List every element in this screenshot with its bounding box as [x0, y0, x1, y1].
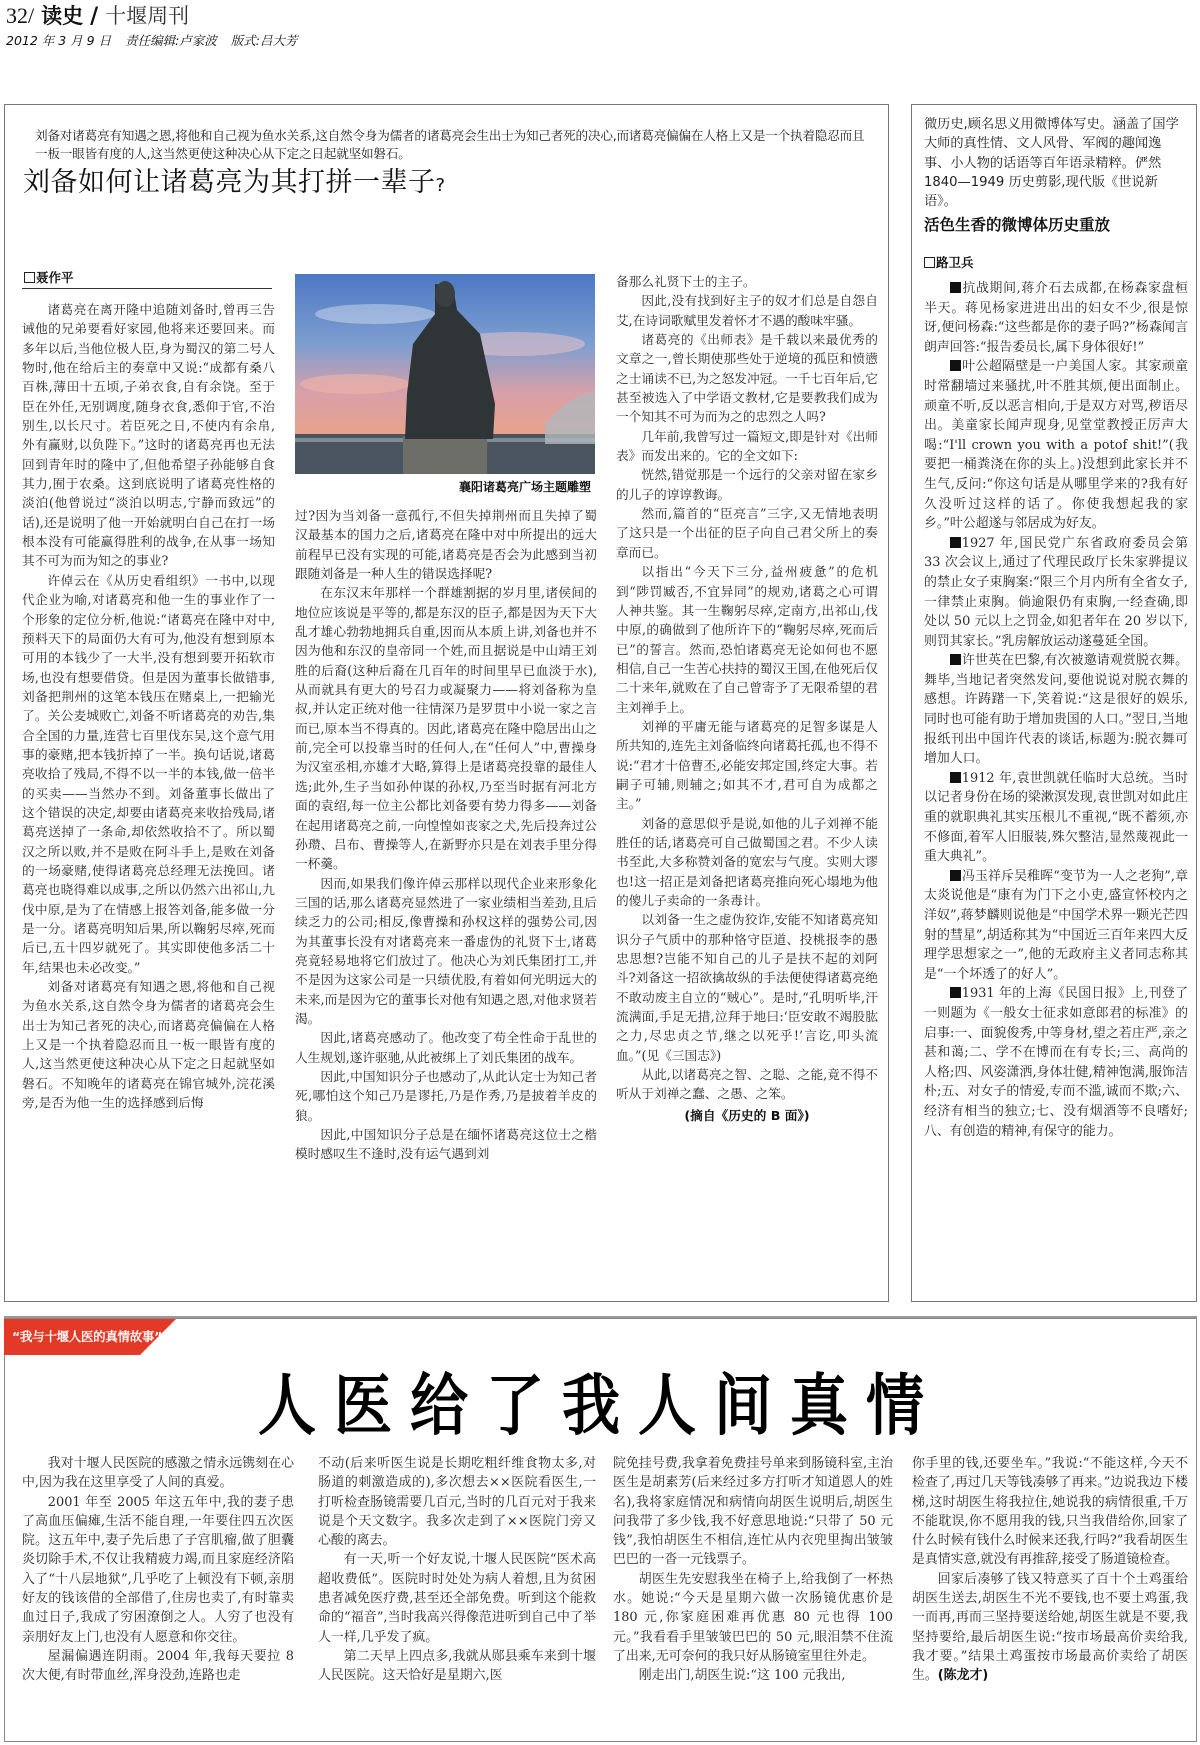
paragraph: 刘禅的平庸无能与诸葛亮的足智多谋是人所共知的,连先主刘备临终向诸葛托孤,也不得不说:“君才十倍曹丕,必能安邦定国,终定大事。若嗣子可辅,则辅之;如其不才,君可自为成都之主。”	[616, 718, 878, 812]
sidebar-article	[911, 104, 1197, 1302]
main-byline	[24, 268, 74, 286]
black-square-icon	[950, 772, 961, 783]
article-headline	[23, 165, 446, 204]
statue-photo	[295, 274, 595, 474]
paragraph: 院免挂号费,我拿着免费挂号单来到肠镜科室,主治医生是胡素芳(后来经过多方打听才知道恩人的姓名),我将家庭情况和病情向胡医生说明后,胡医生问我带了多少钱,我不好意思地说:“只带了 50 元钱”,我怕胡医生不相信,连忙从内衣兜里掏出皱皱巴巴的一沓一元钱票子。	[613, 1456, 893, 1568]
sidebar-byline	[924, 253, 974, 271]
sidebar-item	[924, 769, 1188, 867]
bottom-author: (陈龙才)	[937, 1668, 989, 1684]
sidebar-intro: 微历史,顾名思义用微博体写史。涵盖了国学大师的真性情、文人风骨、军阀的趣闻逸事、小人物的话语等百年语录精粹。俨然 1840—1949 历史剪影,现代版《世说新语》。	[924, 117, 1179, 210]
black-square-icon	[950, 282, 961, 293]
bottom-headline: 人医给了我人间真情	[257, 1366, 942, 1445]
masthead-meta	[6, 32, 606, 50]
separator: /	[90, 3, 99, 29]
sidebar-item	[924, 279, 1188, 357]
paragraph: 不动(后来听医生说是长期吃粗纤维食物太多,对肠道的刺激造成的),多次想去××医院看医生,一打听检查肠镜需要几百元,当时的几百元对于我来说是个天文数字。我多次走到了××医院门旁又心酸的离去。	[318, 1456, 596, 1549]
issue-date: 2012 年 3 月 9 日	[6, 33, 112, 48]
sidebar-item-text: 叶公超隔壁是一户美国人家。其家顽童时常翻墙过来骚扰,叶不胜其烦,便出面制止。顽童不听,反以恶言相向,于是双方对骂,秽语尽出。美童家长闻声现身,见堂堂教授正厉声大喝:“I'll crown you with a potof shit!”(我要把一桶粪浇在你的头上。)没想到此家长并不生气,反问:“你这句话是从哪里学来的?我有好久没听过这样的话了。你使我想起我的家乡。”叶公超遂与邻居成为好友。	[924, 359, 1188, 532]
paragraph: 第二天早上四点多,我就从郧县乘车来到十堰人民医院。这天恰好是星期六,医	[318, 1648, 596, 1684]
paragraph: 从此,以诸葛亮之智、之聪、之能,竟不得不听从于刘禅之蠢、之愚、之笨。	[616, 1067, 878, 1102]
byline-rule	[22, 288, 272, 289]
paragraph: 因此,中国知识分子也感动了,从此认定士为知己者死,哪怕这个知己乃是谬托,乃是作秀,乃是披着羊皮的狼。	[295, 1068, 597, 1123]
sidebar-item	[924, 534, 1188, 652]
black-square-icon	[950, 870, 961, 881]
bottom-column-3	[613, 1454, 893, 1686]
article-column-3	[616, 272, 878, 1302]
paragraph: 然而,篇首的“臣亮言”三字,又无情地表明了这只是一个出征的臣子向自己君父所上的奏章而已。	[616, 506, 878, 560]
paragraph: 过?因为当刘备一意孤行,不但失掉荆州而且失掉了蜀汉最基本的国力之后,诸葛亮在隆中对中所提出的远大前程早已没有实现的可能,诸葛亮是否会为此感到当初跟随刘备是一种人生的错误选择呢?	[295, 508, 597, 582]
paragraph: 屋漏偏遇连阴雨。2004 年,我每天要拉 8 次大便,有时带血丝,浑身没劲,连路也走	[22, 1648, 294, 1684]
paragraph: 因此,没有找到好主子的奴才们总是自怨自艾,在诗词歌赋里发着怀才不遇的酸味牢骚。	[616, 293, 878, 328]
black-square-icon	[950, 537, 961, 548]
sidebar-item-text: 抗战期间,蒋介石去成都,在杨森家盘桓半天。蒋见杨家进进出出的妇女不少,很是惊讶,便问杨森:“这些都是你的妻子吗?”杨森闻言朗声回答:“报告委员长,属下身体很好!”	[924, 281, 1188, 355]
paragraph: 许倬云在《从历史看组织》一书中,以现代企业为喻,对诸葛亮和他一生的事业作了一个形象的定位分析,他说:“诸葛亮在隆中对中,预料天下的局面仍大有可为,他没有想到原本可用的本钱少了一大半,没有想到要开拓软市场,也没有想要借贷。但是因为董事长做错事,刘备把荆州的这笔本钱压在赌桌上,一把输光了。关公麦城败亡,刘备不听诸葛亮的劝告,集合全国的力量,连营七百里伐东吴,这个意气用事的豪赌,把本钱折掉了一半。换句话说,诸葛亮收拾了残局,不得不以一半的本钱,做一倍半的买卖——当然办不到。刘备董事长做出了这个错误的决定,却要由诸葛亮来收拾残局,诸葛亮送掉了一条命,却依然收拾不了。所以蜀汉之所以败,并不是败在阿斗手上,是败在刘备的一场豪赌,使得诸葛亮总经理无法挽回。诸葛亮也晓得难以成事,之所以仍然六出祁山,九伐中原,是为了在情感上报答刘备,能多做一分是一分。诸葛亮明知后果,所以鞠躬尽瘁,死而后已,五十四岁就死了。其实即使他多活二十年,结果也未必改变。”	[22, 572, 275, 975]
black-square-icon	[950, 654, 961, 665]
statue-image	[295, 274, 595, 474]
masthead-title	[6, 2, 606, 31]
editor-credit: 责任编辑:卢家波	[125, 33, 217, 48]
paragraph: 刘备的意思似乎是说,如他的儿子刘禅不能胜任的话,诸葛亮可自己做蜀国之君。不少人读书至此,大多称赞刘备的宽宏与气度。实则大谬也!这一招正是刘备把诸葛亮推向死心塌地为他的傻儿子卖命的一条毒计。	[616, 815, 878, 908]
sidebar-item	[924, 357, 1188, 533]
author-name: 聂作平	[36, 270, 74, 285]
paragraph-text: 回家后凑够了钱又特意买了百十个土鸡蛋给胡医生送去,胡医生不光不要钱,也不要土鸡蛋,我一而再,再而三坚持要送给她,胡医生就是不要,我坚持要给,最后胡医生说:“按市场最高价卖给我,我才要。”结果土鸡蛋按市场最高价卖给了胡医生。	[912, 1571, 1188, 1684]
paragraph: 在东汉末年那样一个群雄割据的岁月里,诸侯间的地位应该说是平等的,都是东汉的臣子,都是因为天下大乱才雄心勃勃地拥兵自重,因而从本质上讲,刘备也并不因为他和东汉的皇帝同一个姓,而且据说是中山靖王刘胜的后裔(这种后裔在几百年的时间里早已血淡于水),从而就具有更大的号召力或凝聚力——将刘备称为皇叔,并认定正统对他一往情深乃是罗贯中小说一家之言而已,原本当不得真的。因此,诸葛亮在隆中隐居出山之前,完全可以投靠当时的任何人,在“任何人”中,曹操身为汉室丞相,亦雄才大略,算得上是诸葛亮投靠的最佳人选;此外,生子当如孙仲谋的孙权,乃至当时据有河北方面的袁绍,每一位主公都比刘备要有势力得多——刘备在起用诸葛亮之前,一向惶惶如丧家之犬,先后投奔过公孙瓒、吕布、曹操等人,在新野亦只是在刘表手里分得一杯羹。	[295, 585, 597, 872]
photo-caption: 襄阳诸葛亮广场主题雕塑	[458, 480, 591, 494]
sidebar-item-text: 1912 年,袁世凯就任临时大总统。当时以记者身份在场的梁漱溟发现,袁世凯对如此庄重的就职典礼其实压根儿不重视,“既不蓄须,亦不修面,着军人旧服装,殊欠整洁,显然蔑视此一重大典礼”。	[924, 770, 1188, 865]
paragraph: 以刘备一生之虚伪狡诈,安能不知诸葛亮知识分子气质中的那种恪守臣道、投桃报李的愚忠思想?岂能不知自己的儿子是扶不起的刘阿斗?刘备这一招欲擒故纵的手法便使得诸葛亮绝不敢动废主自立的“贼心”。是时,“孔明听毕,汗流满面,手足无措,泣拜于地曰:‘臣安敢不竭股肱之力,尽忠贞之节,继之以死乎!’言讫,叩头流血。”(见《三国志》)	[616, 912, 878, 1063]
paragraph: 备那么礼贤下士的主子。	[616, 274, 756, 289]
paragraph: 有一天,听一个好友说,十堰人民医院“医术高超收费低”。医院时时处处为病人着想,且为贫困患者减免医疗费,甚至还全部免费。听到这个能救命的“福音”,当时我高兴得像范进听到自己中了举人一样,几乎发了疯。	[318, 1552, 596, 1645]
paragraph: 胡医生先安慰我坐在椅子上,给我倒了一杯热水。她说:“今天是星期六做一次肠镜优惠价是 180 元,你家庭困难再优惠 80 元也得 100 元。”我看看手里皱皱巴巴的 50 元,眼泪禁不住流了出来,无可奈何的我只好从肠镜室里往外走。	[613, 1571, 893, 1664]
layout-credit: 版式:吕大芳	[230, 33, 298, 48]
paragraph: 刘备对诸葛亮有知遇之恩,将他和自己视为鱼水关系,这自然令身为儒者的诸葛亮会生出士为知己者死的决心,而诸葛亮偏偏在人格上又是一个执着隐忍而且一板一眼皆有度的人,这当然更使这种决心从下定之日起就坚如磐石。不知晚年的诸葛亮在锦官城外,浣花溪旁,是否为他一生的选择感到后悔	[22, 979, 275, 1111]
paragraph: 因此,中国知识分子总是在缅怀诸葛亮这位士之楷模时感叹生不逢时,没有运气遇到刘	[295, 1127, 597, 1162]
paragraph: 2001 年至 2005 年这五年中,我的妻子患了高血压偏瘫,生活不能自理,一年要住四五次医院。这五年中,妻子先后患了子宫肌瘤,做了胆囊炎切除手术,不仅让我精疲力竭,而且家庭经济陷入了“十八层地狱”,几乎吃了上顿没有下顿,亲朋好友的钱该借的全部借了,住房也卖了,有时靠卖血过日子,我成了穷困潦倒之人。人穷了也没有亲朋好友上门,也没有人愿意和你交往。	[22, 1494, 294, 1645]
paragraph: 刚走出门,胡医生说:“这 100 元我出,	[638, 1668, 846, 1684]
paragraph: 诸葛亮在离开隆中追随刘备时,曾再三告诫他的兄弟要看好家园,他将来还要回来。而多年以后,当他位极人臣,身为蜀汉的第二号人物时,他在给后主的奏章中又说:“成都有桑八百株,薄田十五顷,子弟衣食,自有余饶。至于臣在外任,无别调度,随身衣食,悉仰于官,不治别生,以长尺寸。若臣死之日,不使内有余帛,外有赢财,以负陛下。”这时的诸葛亮再也无法回到青年时的隆中了,但他希望子孙能够自食其力,囿于农桑。这到底说明了诸葛亮性格的淡泊(他曾说过“淡泊以明志,宁静而致远”的话),还是说明了他一开始就明白自己在打一场根本没有可能赢得胜利的战争,在从事一场知其不可为而为知之的事业?	[22, 302, 275, 569]
paragraph: 几年前,我曾写过一篇短文,即是针对《出师表》而发出来的。它的全文如下:	[616, 428, 878, 464]
sidebar-item	[924, 651, 1188, 769]
square-icon	[24, 272, 35, 283]
paragraph: 以指出“今天下三分,益州疲惫”的危机到“陟罚臧否,不宜异同”的规劝,诸葛之心可谓人神共鉴。其一生鞠躬尽瘁,定南方,出祁山,伐中原,的确做到了他所许下的“鞠躬尽瘁,死而后已”的誓言。然而,恐怕诸葛亮无论如何也不愿相信,自己一生苦心扶持的蜀汉王国,在他死后仅二十来年,就败在了自己曾寄予了无限希望的君主刘禅手上。	[616, 564, 878, 715]
sidebar-headline: 活色生香的微博体历史重放	[924, 216, 1111, 234]
paragraph: 你手里的钱,还要坐车。”我说:“不能这样,今天不检查了,再过几天等钱凑够了再来。”边说我边下楼梯,这时胡医生将我拉住,她说我的病情很重,千万不能耽误,你不愿用我的钱,只当我借给你,回家了什么时候有钱什么时候来还我,行吗?”我看胡医生是真情实意,就没有再推辞,接受了肠道镜检查。	[912, 1456, 1188, 1568]
square-icon	[924, 257, 935, 268]
article-column-2	[295, 506, 597, 1296]
bottom-column-1	[22, 1454, 294, 1686]
sidebar-item-text: 许世英在巴黎,有次被邀请观赏脱衣舞。舞毕,当地记者突然发问,要他说说对脱衣舞的感想。许踌躇一下,笑着说:“这是很好的娱乐,同时也可能有助于增加贵国的人口。”翌日,当地报纸刊出中国许代表的谈话,标题为:脱衣舞可增加人口。	[924, 653, 1188, 767]
article-column-1	[22, 300, 275, 1300]
sidebar-item-text: 1927 年,国民党广东省政府委员会第 33 次会议上,通过了代理民政厅长朱家骅提议的禁止女子束胸案:“限三个月内所有全省女子,一律禁止束胸。倘逾限仍有束胸,一经查确,即处以 50 元以上之罚金,如犯者年在 20 岁以下,则罚其家长。”乳房解放运动遂蔓延全国。	[924, 535, 1188, 649]
banner-label: “我与十堰人医的真情故事”征文选	[12, 1329, 199, 1344]
section-name: 读史	[41, 4, 84, 28]
black-square-icon	[950, 987, 961, 998]
paragraph: 因此,诸葛亮感动了。他改变了苟全性命于乱世的人生规划,遂许驱驰,从此被绑上了刘氏集团的战车。	[295, 1030, 597, 1065]
publication-name: 十堰周刊	[105, 4, 190, 28]
paragraph: 因而,如果我们像许倬云那样以现代企业来形象化三国的话,那么诸葛亮显然进了一家业绩相当差劲,且后续乏力的公司;相反,像曹操和孙权这样的强势公司,因为其董事长没有对诸葛亮来一番虚伪的礼贤下士,诸葛亮竟轻易地将它们放过了。他决心为刘氏集团打工,并不是因为这家公司是一只绩优股,有着如何光明远大的未来,而是因为它的董事长对他有知遇之恩,对他求贤若渴。	[295, 875, 597, 1026]
page-number: 32/	[6, 3, 35, 28]
sidebar-item	[924, 984, 1188, 1141]
sidebar-author-name: 路卫兵	[936, 255, 974, 270]
article-source: (摘自《历史的 B 面》)	[684, 1107, 810, 1123]
black-square-icon	[950, 360, 961, 371]
article-deck: 刘备对诸葛亮有知遇之恩,将他和自己视为鱼水关系,这自然令身为儒者的诸葛亮会生出士为知己者死的决心,而诸葛亮偏偏在人格上又是一个执着隐忍而且一板一眼皆有度的人,这当然更使这种决心从下定之日起就坚如磐石。	[35, 128, 865, 161]
paragraph: 恍然,错觉那是一个远行的父亲对留在家乡的儿子的谆谆教诲。	[616, 467, 878, 502]
paragraph: 诸葛亮的《出师表》是千载以来最优秀的文章之一,曾长期使那些处于逆境的孤臣和愤懑之士诵读不已,为之怒发冲冠。一千七百年后,它甚至被选入了中学语文教材,它是要教我们成为一个知其不可为而为之的忠烈之人吗?	[616, 332, 878, 425]
bottom-column-4	[912, 1454, 1188, 1686]
bottom-column-2	[318, 1454, 596, 1686]
sidebar-item	[924, 867, 1188, 985]
headline-text: 刘备如何让诸葛亮为其打拼一辈子	[23, 167, 436, 198]
paragraph: 我对十堰人民医院的感激之情永远镌刻在心中,因为我在这里享受了人间的真爱。	[22, 1456, 294, 1491]
sidebar-item-text: 1931 年的上海《民国日报》上,刊登了一则题为《一般女士征求如意郎君的标准》的启事:一、面貌俊秀,中等身材,望之若庄严,亲之甚和蔼;二、学不在博而在有专长;三、高尚的人格;四、风姿潇洒,身体壮健,精神饱满,服饰洁朴;五、对女子的情爱,专而不滥,诚而不欺;六、经济有相当的独立;七、没有烟酒等不良嗜好;八、有创造的精神,有保守的能力。	[924, 986, 1188, 1139]
headline-question-mark: ?	[435, 175, 446, 196]
sidebar-item-text: 冯玉祥斥吴稚晖“变节为一人之老狗”,章太炎说他是“康有为门下之小吏,盛宣怀校内之洋奴”,蒋梦麟则说他是“中国学术界一颗光芒四射的彗星”,胡适称其为“中国近三百年来四大反理学思想家之一”,他的无政府主义者同志称其是“一个坏透了的好人”。	[924, 868, 1188, 982]
sidebar-items	[924, 279, 1188, 1141]
paragraph	[912, 1570, 1188, 1686]
masthead	[6, 2, 606, 50]
